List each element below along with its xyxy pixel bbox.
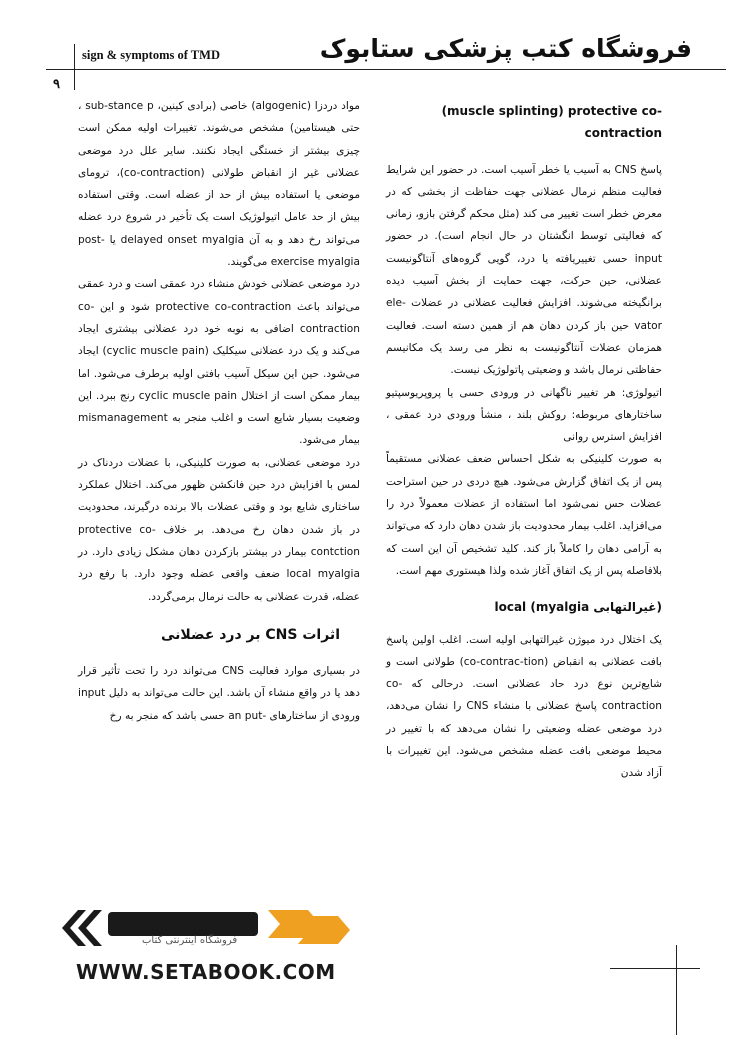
header-rule xyxy=(46,69,726,70)
body-paragraph: یک اختلال درد میوژن غیرالتهابی اولیه است. اغلب اولین پاسخ بافت عضلانی به انقباض (co-contrac-tion) طولانی است و شایع‌ترین نوع درد حاد عضلانی است. درحالی که co-contraction پاسخ عضلانی با منشاء CNS را نشان می‌دهد، درد موضعی عضله وضعیتی را نشان می‌دهد که با تغییر در محیط موضعی بافت عضله مشخص می‌شود. این تغییرات با آزاد شدن xyxy=(386,633,662,780)
site-url[interactable]: WWW.SETABOOK.COM xyxy=(76,960,336,984)
body-paragraph: در بسیاری موارد فعالیت CNS می‌تواند درد را تحت تأثیر قرار دهد یا در واقع منشاء آن باشد. این حالت می‌تواند به دلیل input ورودی از ساختارهای -an put حسی باشد که منجر به رخ xyxy=(78,665,360,722)
page-number: ۹ xyxy=(53,76,60,91)
running-header-left: sign & symptoms of TMD xyxy=(82,48,220,62)
header-vertical-mark xyxy=(74,44,75,90)
running-header-right: فروشگاه کتب پزشکی ستابوک xyxy=(319,34,692,63)
left-column xyxy=(78,95,360,727)
right-column xyxy=(386,100,662,785)
body-paragraph: اتیولوژی: هر تغییر ناگهانی در ورودی حسی یا پروپریوسپتیو ساختارهای مربوطه: روکش بلند ، منشأ ورودی درد عمقی ، افزایش استرس روانی xyxy=(386,386,662,444)
footer-rule xyxy=(610,968,700,969)
footer-vertical-mark xyxy=(676,945,677,1035)
body-paragraph: درد موضعی عضلانی خودش منشاء درد عمقی است و درد عمقی می‌تواند باعث protective co-contraction شود و این co-contraction اضافی به نوبه خود درد عضلانی بیشتری ایجاد می‌کند و یک درد عضلانی سیکلیک (cyclic muscle pain) ایجاد می‌شود. حین این سیکل آسیب بافتی اولیه برطرف می‌شود. اما بیمار ممکن است از اختلال cyclic muscle pain رنج ببرد. این وضعیت بسیار شایع است و اغلب منجر به mismanagement بیمار می‌شود. xyxy=(78,278,361,447)
body-paragraph: درد موضعی عضلانی، به صورت کلینیکی، با عضلات دردناک در لمس با افزایش درد حین فانکشن ظهور می‌کند. اختلال عملکرد ساختاری شایع بود و وقتی عضلات بالا برنده درگیرند، محدودیت در باز شدن دهان رخ می‌دهد. بر خلاف protective co-contction بیمار در بیشتر بازکردن دهان مشکل زیادی دارد. در local myalgia ضعف واقعی عضله وجود دارد. با رفع درد عضله، قدرت عضلانی به حالت نرمال برمی‌گردد. xyxy=(78,456,360,603)
setabook-logo xyxy=(58,900,358,956)
section-title-cns-effects: اثرات CNS بر درد عضلانی xyxy=(160,626,340,643)
section-title-local-myalgia: (غیرالتهابی local (myalgia xyxy=(494,600,662,615)
logo-subtitle: فروشگاه اینترنتی کتاب xyxy=(142,935,238,946)
section-title-muscle-splinting: (muscle splinting) protective co-contraction xyxy=(441,104,662,141)
body-paragraph: مواد دردزا (algogenic) خاصی (برادی کینین، sub-stance p ، حتی هیستامین) مشخص می‌شوند. تغییرات اولیه ممکن است چیزی بیشتر از خستگی ایجاد نکنند. سایر علل درد موضعی عضلانی غیر از انقباض طولانی (co-contraction)، ترومای موضعی یا استفاده بیش از حد از عضله است. وقتی استفاده بیش از حد عامل اتیولوژیک است یک تأخیر در شروع درد عضله می‌تواند رخ دهد و به آن delayed onset myalgia یا post-exercise myalgia می‌گویند. xyxy=(78,100,360,269)
body-paragraph: به صورت کلینیکی به شکل احساس ضعف عضلانی مستقیماً پس از یک اتفاق گزارش می‌شود. هیچ دردی در حین استراحت عضلات حس نمی‌شود اما استفاده از عضلات معمولاً درد را می‌افزاید. اغلب بیمار محدودیت باز شدن دهان دارد که می‌تواند به آرامی دهان را کاملاً باز کند. کلید تشخیص آن این است که بلافاصله پس از یک اتفاق آغاز شده ولذا هیستوری مهم است. xyxy=(386,453,662,577)
body-paragraph: پاسخ CNS به آسیب یا خطر آسیب است. در حضور این شرایط فعالیت منظم نرمال عضلانی جهت حفاظت از بخشی که در معرض خطر است تغییر می کند (مثل محکم گرفتن بازو، زمانی که فعالیتی توسط انگشتان در حال انجام است). در حضور input حسی تغییریافته یا درد، گویی گروه‌های آنتاگونیست عضلانی، حین حرکت، جهت حمایت از بخش آسیب دیده برانگیخته می‌شوند. افزایش فعالیت عضلانی در عضلات ele-vator حین باز کردن دهان هم از همین دسته است. فعالیت همزمان عضلات آنتاگونیست به نظر می رسد یک مکانیسم حفاظتی نرمال باشد و وضعیتی پاتولوژیک نیست. xyxy=(386,163,662,377)
